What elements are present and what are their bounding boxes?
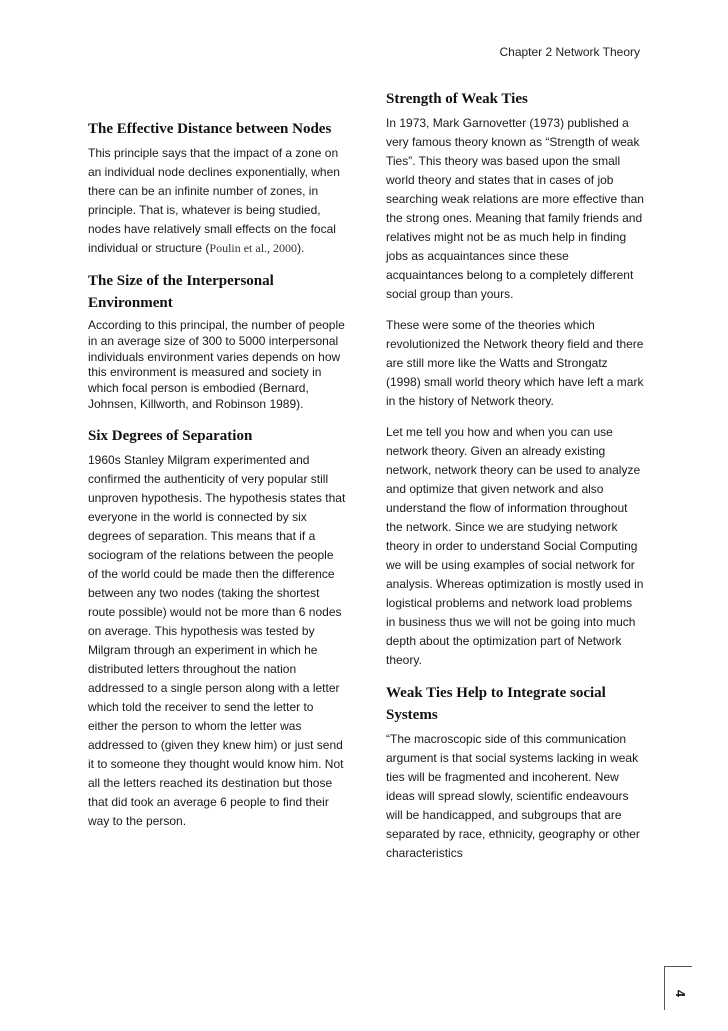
heading-effective-distance: The Effective Distance between Nodes [88, 121, 332, 137]
paragraph-weak-ties: In 1973, Mark Garnovetter (1973) published a very famous theory known as “Strength of weak Ties”. This theory was based upon the small world theory and states that in cases of job searching weak relations are more effective than the strong ones. Meaning that family friends and relatives might not be as much help in finding jobs as acquaintances since these acquaintances belong to a completely different social group than yours. [386, 116, 644, 301]
citation: Poulin et al., 2000 [209, 241, 298, 255]
heading-interpersonal-environment: The Size of the Interpersonal Environment [88, 273, 274, 311]
paragraph-interpersonal-environment: According to this principal, the number of people in an average size of 300 to 5000 interpersonal individuals environment varies depends on how this environment is measured and society in which focal person is embodied (Bernard, Johnsen, Killworth, and Robinson 1989). [88, 318, 345, 411]
paragraph-six-degrees: 1960s Stanley Milgram experimented and confirmed the authenticity of very popular still unproven hypothesis. The hypothesis states that everyone in the world is connected by six degrees of separation. This means that if a sociogram of the relations between the people of the world could be made then the difference between any two nodes (taking the shortest route possible) would not be more than 6 nodes on average. This hypothesis was tested by Milgram through an experiment in which he distributed letters throughout the nation addressed to a single person along with a letter which told the receiver to send the letter to either the person to whom the letter was addressed to (given they knew him) or just send it to someone they thought would know him. Not all the letters reached its destination but those that did took an average 6 people to find their way to the person. [88, 452, 346, 828]
right-column [386, 88, 644, 875]
heading-weak-ties: Strength of Weak Ties [386, 91, 528, 107]
paragraph-network-usage: Let me tell you how and when you can use network theory. Given an already existing network, network theory can be used to analyze and optimize that given network and also understand the flow of information throughout the network. Since we are studying network theory in order to understand Social Computing we will be using examples of social network for analysis. Whereas optimization is mostly used in logistical problems and network load problems in business thus we will not be going into much depth about the optimization part of Network theory. [386, 425, 644, 667]
page-number: 4 [673, 989, 689, 998]
heading-weak-ties-integrate: Weak Ties Help to Integrate social Systems [386, 685, 606, 723]
paragraph-weak-ties-integrate: “The macroscopic side of this communication argument is that social systems lacking in weak ties will be fragmented and incoherent. New ideas will spread slowly, scientific endeavours will be handicapped, and subgroups that are separated by race, ethnicity, geography or other characteristics [386, 732, 640, 860]
running-head: Chapter 2 Network Theory [499, 45, 640, 59]
paragraph-effective-distance: This principle says that the impact of a zone on an individual node declines exponentially, when there can be an infinite number of zones, in principle. That is, whatever is being studied, nodes have relatively small effects on the focal individual or structure (Poulin et al., 2000). [88, 146, 340, 255]
left-column [88, 88, 346, 843]
heading-six-degrees: Six Degrees of Separation [88, 427, 253, 444]
page-number-box [664, 966, 692, 1010]
paragraph-theories: These were some of the theories which revolutionized the Network theory field and there are still more like the Watts and Strongatz (1998) small world theory which have left a mark in the history of Network theory. [386, 318, 644, 408]
